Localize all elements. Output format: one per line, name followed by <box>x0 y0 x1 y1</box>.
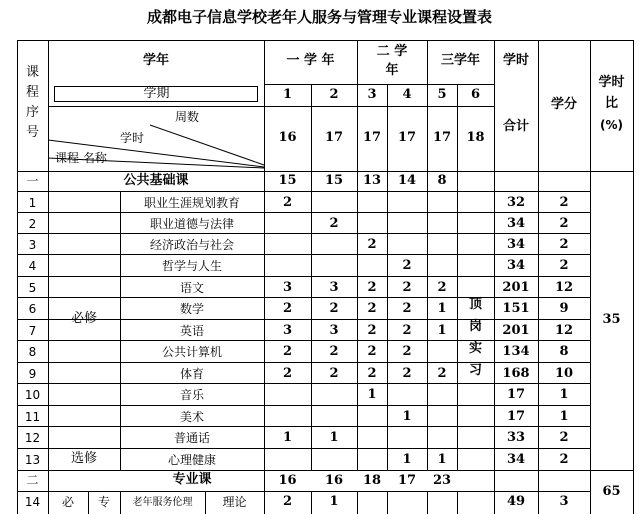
row-credit: 1 <box>559 409 569 424</box>
row-credit: 1 <box>559 387 569 402</box>
row-course-name: 数学 <box>179 302 204 316</box>
row-semester-3: 2 <box>367 280 377 295</box>
row-semester-4: 2 <box>402 366 412 381</box>
row-semester-2: 2 <box>329 301 339 316</box>
weeks-2: 17 <box>324 130 344 145</box>
row-credit: 2 <box>559 258 569 273</box>
row-credit: 8 <box>559 344 569 359</box>
weeks-4: 17 <box>397 130 417 145</box>
row-course-name: 语文 <box>179 281 204 295</box>
semester-5: 5 <box>437 87 447 102</box>
row-num: 1 <box>28 196 37 210</box>
header-seq-char-1: 课 <box>25 65 39 80</box>
internship-char-3: 实 <box>468 341 482 356</box>
row-semester-1: 1 <box>282 430 293 445</box>
row14-s2: 1 <box>329 494 339 509</box>
row-semester-3: 2 <box>367 301 377 316</box>
row14-num: 14 <box>24 495 41 509</box>
row-num: 5 <box>28 281 37 295</box>
row-total-hours: 151 <box>502 301 530 316</box>
row-course-name: 职业道德与法律 <box>149 217 234 231</box>
header-xuenian: 学年 <box>142 53 169 68</box>
header-zhoushu: 周数 <box>175 110 200 124</box>
header-year1: 一 学 年 <box>286 53 335 68</box>
row-total-hours: 34 <box>506 452 526 467</box>
semester-1: 1 <box>282 87 293 102</box>
section1-hours-2: 15 <box>324 173 344 188</box>
header-ratio-b: 比 <box>604 96 618 111</box>
row-semester-3: 2 <box>367 366 377 381</box>
row-credit: 2 <box>559 237 569 252</box>
ratio-professional: 65 <box>602 484 621 499</box>
row-total-hours: 34 <box>506 237 526 252</box>
row-num: 4 <box>28 259 37 273</box>
semester-4: 4 <box>402 87 412 102</box>
row-total-hours: 168 <box>502 366 530 381</box>
row-num: 2 <box>28 217 37 231</box>
weeks-6: 18 <box>466 130 485 145</box>
row-credit: 2 <box>559 216 569 231</box>
row14-type-b: 专 <box>97 495 110 509</box>
row-semester-5: 2 <box>437 280 447 295</box>
section2-hours-4: 17 <box>397 473 417 488</box>
weeks-5: 17 <box>432 130 452 145</box>
header-seq-char-2: 程 <box>25 85 39 100</box>
row-semester-2: 1 <box>329 430 339 445</box>
xuanxiu-label: 选修 <box>70 451 97 466</box>
row-semester-5: 2 <box>437 366 447 381</box>
semester-2: 2 <box>329 87 339 102</box>
row-semester-4: 2 <box>402 323 412 338</box>
section2-name: 专业课 <box>172 472 212 487</box>
row-total-hours: 201 <box>502 323 530 338</box>
row-total-hours: 33 <box>506 430 526 445</box>
row-credit: 2 <box>559 195 569 210</box>
row-semester-2: 3 <box>329 323 339 338</box>
row-credit: 9 <box>559 301 569 316</box>
row-total-hours: 17 <box>506 387 526 402</box>
internship-char-1: 顶 <box>468 297 482 312</box>
header-xueshi: 学时 <box>502 53 529 68</box>
row-course-name: 心理健康 <box>167 453 216 467</box>
section1-hours-5: 8 <box>437 173 447 188</box>
section1-hours-3: 13 <box>362 173 382 188</box>
row-course-name: 音乐 <box>179 388 204 402</box>
section1-hours-4: 14 <box>397 173 417 188</box>
row-total-hours: 34 <box>506 216 526 231</box>
bixiu-label: 必修 <box>70 311 97 326</box>
row-semester-4: 2 <box>402 258 412 273</box>
row-semester-3: 2 <box>367 344 377 359</box>
header-heji: 合计 <box>502 119 529 134</box>
row-semester-5: 1 <box>437 452 447 467</box>
row-num: 3 <box>28 238 37 252</box>
row-course-name: 美术 <box>179 410 204 424</box>
row-credit: 10 <box>554 366 574 381</box>
row-semester-5: 1 <box>437 301 447 316</box>
row-num: 11 <box>24 410 41 424</box>
row14-kind: 理论 <box>222 495 247 509</box>
header-year2-a: 二 学 <box>376 44 408 59</box>
row-num: 6 <box>28 302 37 316</box>
row-semester-3: 2 <box>367 323 377 338</box>
row-semester-4: 2 <box>402 280 412 295</box>
section2-hours-1: 16 <box>278 473 297 488</box>
row-semester-3: 1 <box>367 387 377 402</box>
row14-total: 49 <box>506 494 526 509</box>
row-course-name: 体育 <box>179 367 204 381</box>
row-num: 7 <box>28 324 37 338</box>
semester-6: 6 <box>470 87 481 102</box>
row-semester-1: 3 <box>282 323 293 338</box>
row14-type-a: 必 <box>61 495 74 509</box>
row-credit: 2 <box>559 430 569 445</box>
row-num: 10 <box>24 388 41 402</box>
section2-hours-3: 18 <box>362 473 382 488</box>
row-semester-1: 2 <box>282 344 293 359</box>
row-credit: 12 <box>554 323 574 338</box>
section1-num: 一 <box>26 174 39 188</box>
header-seq-char-4: 号 <box>25 125 39 140</box>
row-credit: 2 <box>559 452 569 467</box>
section1-hours-1: 15 <box>278 173 297 188</box>
row-semester-5: 1 <box>437 323 447 338</box>
row14-s1: 2 <box>282 494 293 509</box>
row-semester-2: 3 <box>329 280 339 295</box>
header-year2-b: 年 <box>385 63 399 78</box>
row-num: 9 <box>28 367 37 381</box>
header-seq-char-3: 序 <box>25 105 39 120</box>
row-total-hours: 32 <box>506 195 526 210</box>
row-num: 12 <box>24 431 41 445</box>
weeks-1: 16 <box>278 130 297 145</box>
row-semester-2: 2 <box>329 366 339 381</box>
ratio-public: 35 <box>602 312 621 327</box>
row-course-name: 哲学与人生 <box>161 259 222 273</box>
header-xuefen: 学分 <box>550 97 577 112</box>
row-semester-3: 2 <box>367 237 377 252</box>
row14-credit: 3 <box>559 494 569 509</box>
row-total-hours: 34 <box>506 258 526 273</box>
weeks-3: 17 <box>362 130 382 145</box>
row14-name: 老年服务伦理 <box>132 497 193 508</box>
row-total-hours: 201 <box>502 280 530 295</box>
section2-num: 二 <box>26 473 39 487</box>
row-semester-1: 3 <box>282 280 293 295</box>
row-course-name: 职业生涯规划教育 <box>143 196 240 210</box>
row-course-name: 英语 <box>179 324 204 338</box>
header-ratio-c: (%) <box>600 118 623 132</box>
row-course-name: 公共计算机 <box>161 345 222 359</box>
section2-hours-5: 23 <box>432 473 452 488</box>
row-course-name: 普通话 <box>173 431 210 445</box>
row-total-hours: 17 <box>506 409 526 424</box>
header-kecheng-mingcheng: 课程 名称 <box>55 151 107 165</box>
row-num: 13 <box>24 453 41 467</box>
row-credit: 12 <box>554 280 574 295</box>
header-ratio-a: 学时 <box>598 75 625 90</box>
internship-char-2: 岗 <box>468 319 482 334</box>
header-year3: 三学年 <box>440 53 480 68</box>
row-semester-4: 1 <box>402 409 412 424</box>
row-semester-4: 1 <box>402 452 412 467</box>
row-semester-2: 2 <box>329 216 339 231</box>
header-xueqi: 学期 <box>143 86 170 101</box>
section2-hours-2: 16 <box>324 473 344 488</box>
row-course-name: 经济政治与社会 <box>149 238 234 252</box>
row-semester-4: 2 <box>402 301 412 316</box>
internship-char-4: 习 <box>468 363 482 378</box>
row-semester-1: 2 <box>282 301 293 316</box>
row-num: 8 <box>28 345 37 359</box>
header-xueshi-diag: 学时 <box>120 131 145 145</box>
row-semester-4: 2 <box>402 344 412 359</box>
page-title: 成都电子信息学校老年人服务与管理专业课程设置表 <box>146 8 492 26</box>
row-total-hours: 134 <box>502 344 530 359</box>
row-semester-1: 2 <box>282 366 293 381</box>
semester-3: 3 <box>367 87 377 102</box>
section1-name: 公共基础课 <box>123 173 189 188</box>
row-semester-1: 2 <box>282 195 293 210</box>
row-semester-2: 2 <box>329 344 339 359</box>
